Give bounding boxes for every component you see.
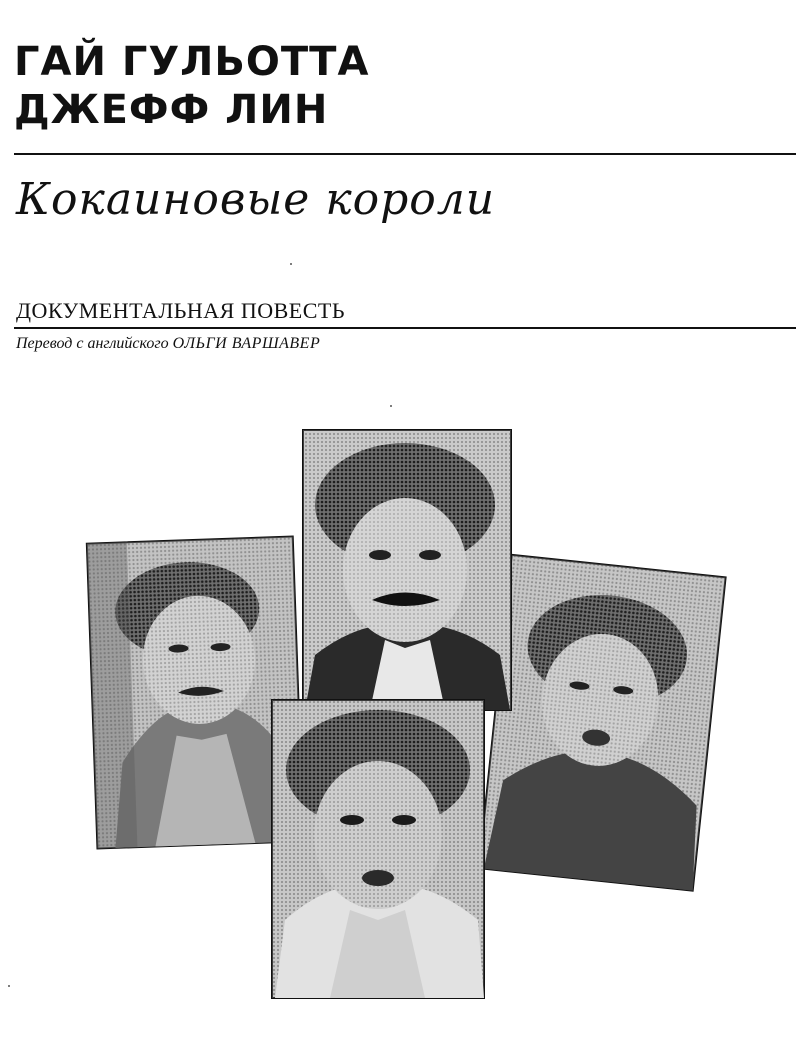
photo-left	[87, 536, 304, 848]
genre-label: ДОКУМЕНТАЛЬНАЯ ПОВЕСТЬ	[16, 298, 345, 323]
author-name-2: ДЖЕФФ ЛИН	[14, 87, 329, 133]
photo-bottom	[272, 700, 484, 998]
translator-prefix: Перевод с английского	[16, 335, 169, 352]
author-name-1: ГАЙ ГУЛЬОТТА	[14, 39, 370, 85]
translator-name: ОЛЬГИ ВАРШАВЕР	[172, 335, 321, 352]
photo-right	[479, 555, 726, 891]
book-title: Кокаиновые короли	[16, 174, 496, 225]
photo-top	[303, 430, 511, 710]
